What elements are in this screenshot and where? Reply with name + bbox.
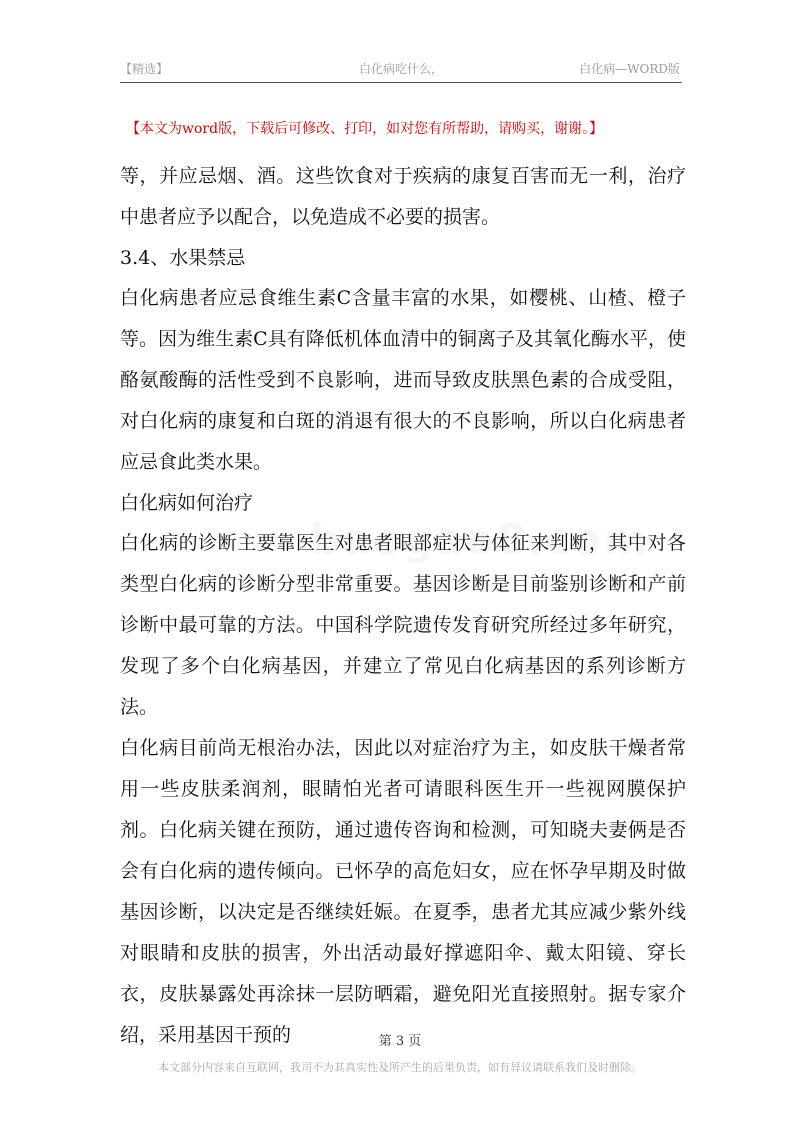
header-right-label: 白化病—WORD版 [579, 62, 680, 76]
paragraph-treatment: 白化病目前尚无根治办法，因此以对症治疗为主，如皮肤干燥者常用一些皮肤柔润剂，眼睛怕光者可请眼科医生开一些视网膜保护剂。白化病关键在预防，通过遗传咨询和检测，可知晓夫妻俩是否会有白化病的遗传倾向。已怀孕的高危妇女，应在怀孕早期及时做基因诊断，以决定是否继续妊娠。在夏季，患者尤其应减少紫外线对眼睛和皮肤的损害，外出活动最好撑遮阳伞、戴太阳镜、穿长衣，皮肤暴露处再涂抹一层防晒霜，避免阳光直接照射。据专家介绍，采用基因干预的 [120, 737, 686, 1046]
document-body [120, 156, 686, 1056]
page-number: 第 3 页 [378, 1034, 422, 1049]
header-center-title: 白化病吃什么， [359, 62, 444, 76]
header-left-label: 【精选】 [120, 62, 169, 76]
page-footer-disclaimer: 本文部分内容来自互联网，我司不为其真实性及所产生的后果负责，如有异议请联系我们及时删除。 [158, 1061, 642, 1074]
paragraph-fruit-taboo: 白化病患者应忌食维生素C含量丰富的水果，如樱桃、山楂、橙子等。因为维生素C具有降低机体血清中的铜离子及其氧化酶水平，使酪氨酸酶的活性受到不良影响，进而导致皮肤黑色素的合成受阻，对白化病的康复和白斑的消退有很大的不良影响，所以白化病患者应忌食此类水果。 [120, 287, 686, 473]
paragraph-diet-conclusion: 等，并应忌烟、酒。这些饮食对于疾病的康复百害而无一利，治疗中患者应予以配合，以免造成不必要的损害。 [120, 165, 686, 228]
section-heading-fruit-taboo: 3.4、水果禁忌 [120, 247, 246, 269]
purchase-notice: 【本文为word版，下载后可修改、打印，如对您有所帮助，请购买，谢谢。】 [126, 121, 604, 137]
paragraph-diagnosis: 白化病的诊断主要靠医生对患者眼部症状与体征来判断，其中对各类型白化病的诊断分型非常重要。基因诊断是目前鉴别诊断和产前诊断中最可靠的方法。中国科学院遗传发育研究所经过多年研究，发现了多个白化病基因，并建立了常见白化病基因的系列诊断方法。 [120, 532, 686, 718]
section-heading-treatment: 白化病如何治疗 [120, 492, 254, 514]
page-header [120, 54, 682, 83]
